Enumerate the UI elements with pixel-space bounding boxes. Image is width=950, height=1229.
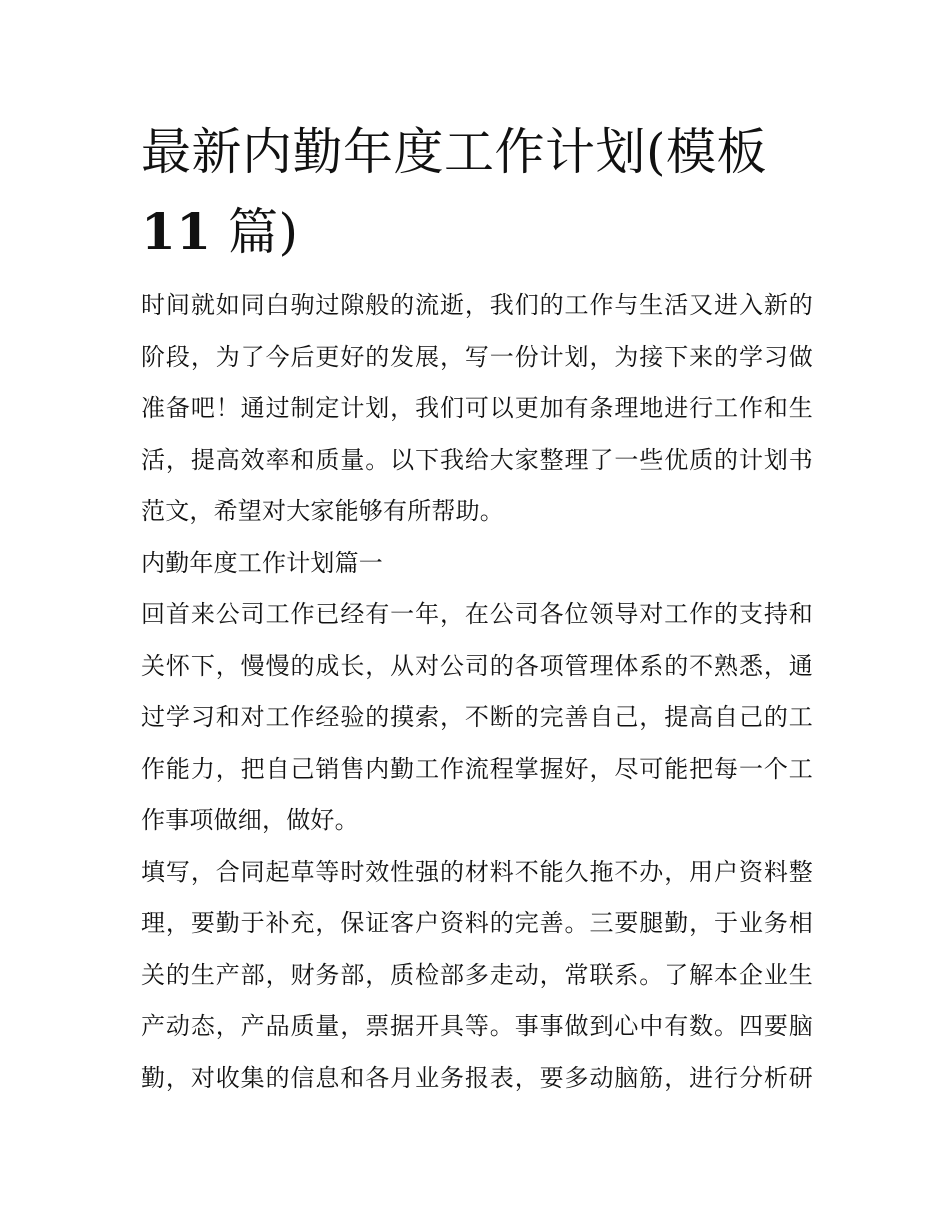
paragraph-line: 作能力，把自己销售内勤工作流程掌握好，尽可能把每一个工 bbox=[141, 754, 813, 783]
paragraph-line: 填写，合同起草等时效性强的材料不能久拖不办，用户资料整 bbox=[141, 857, 813, 886]
intro-line: 活，提高效率和质量。以下我给大家整理了一些优质的计划书 bbox=[141, 445, 813, 474]
title-suffix: 篇) bbox=[228, 203, 299, 261]
paragraph-line: 关怀下，慢慢的成长，从对公司的各项管理体系的不熟悉，通 bbox=[141, 651, 813, 680]
paragraph-line: 产动态，产品质量，票据开具等。事事做到心中有数。四要脑 bbox=[141, 1012, 813, 1040]
section-heading-block bbox=[141, 538, 813, 590]
intro-line: 阶段，为了今后更好的发展，写一份计划，为接下来的学习做 bbox=[141, 342, 813, 371]
paragraph-line: 过学习和对工作经验的摸索，不断的完善自己，提高自己的工 bbox=[141, 703, 813, 731]
paragraph-2 bbox=[141, 847, 813, 1105]
paragraph-1 bbox=[141, 589, 813, 847]
document-title bbox=[141, 112, 813, 272]
section-heading: 内勤年度工作计划篇一 bbox=[141, 548, 383, 577]
paragraph-line: 勤，对收集的信息和各月业务报表，要多动脑筋，进行分析研 bbox=[141, 1063, 813, 1092]
paragraph-line: 作事项做细，做好。 bbox=[141, 806, 359, 834]
intro-line: 范文，希望对大家能够有所帮助。 bbox=[141, 497, 504, 525]
intro-line: 准备吧！通过制定计划，我们可以更加有条理地进行工作和生 bbox=[141, 394, 813, 422]
intro-line: 时间就如同白驹过隙般的流逝，我们的工作与生活又进入新的 bbox=[141, 291, 813, 319]
intro-paragraph bbox=[141, 280, 813, 538]
title-number: 11 bbox=[141, 202, 212, 261]
title-line-2 bbox=[141, 192, 813, 272]
paragraph-line: 回首来公司工作已经有一年，在公司各位领导对工作的支持和 bbox=[141, 600, 813, 628]
title-line-1: 最新内勤年度工作计划(模板 bbox=[141, 123, 768, 181]
paragraph-line: 关的生产部，财务部，质检部多走动，常联系。了解本企业生 bbox=[141, 960, 813, 989]
paragraph-line: 理，要勤于补充，保证客户资料的完善。三要腿勤，于业务相 bbox=[141, 909, 813, 937]
document-body bbox=[141, 112, 813, 1104]
